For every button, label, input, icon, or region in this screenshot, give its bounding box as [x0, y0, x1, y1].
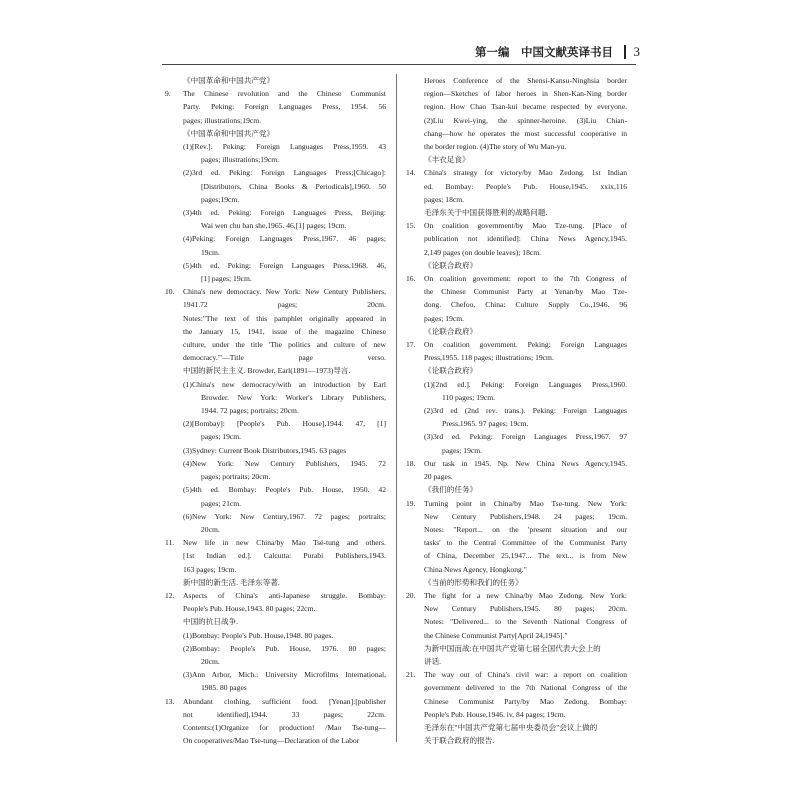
edition-index: (3) — [183, 208, 192, 218]
text-line: pages; illustrations;19cm. — [201, 155, 280, 165]
edition-index: (1) — [183, 379, 192, 389]
edition-entry — [165, 668, 386, 694]
text-line: 20cm. — [201, 656, 220, 666]
text-line: [Bombay]: [People's Pub. House],1944. 47, [1] — [192, 419, 386, 429]
edition-index: (2) — [183, 419, 192, 429]
bibliography-entry — [406, 272, 627, 338]
edition-index: (1) — [183, 142, 192, 152]
header-separator — [624, 45, 626, 59]
text-line: 19cm. — [201, 247, 220, 257]
edition-index: (1) — [424, 379, 433, 389]
edition-entry — [165, 642, 386, 668]
edition-index: (5) — [183, 485, 192, 495]
text-line: Chinese Communist Party/by Mao Zedong. Bombay: — [424, 696, 627, 706]
text-line: Heroes Conference of the Shensi-Kansu-Ninghsia border — [424, 76, 627, 85]
entry-number: 17. — [406, 340, 416, 350]
text-line: (2)Liu Kwei-ying, the spinner-heroine. (3)Liu Chian- — [424, 115, 627, 125]
bibliography-entry — [406, 338, 627, 378]
text-line: pages; 19cm. — [201, 432, 242, 442]
bibliography-entry — [165, 285, 386, 377]
text-line: 毛泽东在"中国共产党第七届中央委员会"会议上做的 — [424, 722, 598, 732]
edition-entry — [165, 166, 386, 206]
text-line: 1941.72 pages; 20cm. — [183, 300, 386, 310]
running-header — [475, 44, 640, 60]
text-line: 3rd ed. Peking: Foreign Languages Press;[Chicago]: — [192, 168, 386, 178]
text-line: 1944. 72 pages; portraits; 20cm. — [201, 406, 299, 416]
text-line: 163 pages; 19cm. — [183, 564, 237, 574]
entry-number: 13. — [165, 696, 175, 706]
text-line: 关于联合政府的报告. — [424, 736, 495, 746]
bibliography-entry — [406, 589, 627, 668]
text-line: 110 pages; 19cm. — [442, 392, 496, 402]
text-line: 《我们的任务》 — [424, 485, 478, 495]
edition-entry — [406, 430, 627, 456]
edition-index: (4) — [183, 234, 192, 244]
edition-entry — [165, 259, 386, 285]
entry-number: 20. — [406, 590, 416, 600]
text-line: 《中国革命和中国共产党》 — [183, 128, 275, 138]
edition-entry — [165, 629, 386, 642]
text-line: 4th ed. Peking: Foreign Languages Press, Beijing: — [192, 208, 386, 218]
text-line: 20cm. — [201, 524, 220, 534]
text-line: New York: New Century,1967. 72 pages; portraits; — [192, 511, 386, 521]
text-line: the Chinese Communist Party at Yenan/by Mao Tze- — [424, 287, 627, 297]
text-line: region. How Chao Tsan-kui became respected by everyone. — [424, 102, 627, 112]
text-line: publication not identified]: China News Agency,1945. — [424, 234, 627, 244]
edition-index: (5) — [183, 260, 192, 270]
text-line: 讲话. — [424, 656, 442, 666]
entry-number: 16. — [406, 274, 416, 284]
edition-entry — [165, 417, 386, 443]
bibliography-entry — [165, 536, 386, 589]
edition-entry — [406, 404, 627, 430]
edition-index: (6) — [183, 511, 192, 521]
column-divider — [396, 74, 397, 742]
page-number: 3 — [633, 44, 640, 59]
edition-index: (2) — [183, 168, 192, 178]
text-line: China News Agency, Hongkong." — [424, 564, 527, 574]
entry-number: 10. — [165, 287, 175, 297]
edition-entry — [165, 232, 386, 258]
text-line: Aspects of China's anti-Japanese struggle. Bombay: — [183, 590, 386, 600]
text-line: People's Pub. House,1946. iv, 84 pages; 19cm. — [424, 709, 566, 719]
text-line: [Distributors, China Books & Periodicals],1960. 50 — [201, 181, 386, 191]
text-line: People's Pub. House,1943. 80 pages; 22cm. — [183, 604, 316, 614]
edition-index: (3) — [424, 432, 433, 442]
text-line: pages; 19cm. — [442, 445, 483, 455]
edition-index: (1) — [183, 630, 192, 640]
text-line: 《论联合政府》 — [424, 326, 478, 336]
text-line: [Rev.]. Peking: Foreign Languages Press,1959. 43 — [192, 142, 386, 152]
text-line: [1] pages; 19cm. — [201, 274, 252, 284]
text-line: Sydney: Current Book Distributors,1945. 63 pages — [192, 445, 347, 455]
text-line: pages; portraits; 20cm. — [201, 472, 271, 482]
text-line: China's new democracy/with an introduction by Earl — [192, 379, 386, 389]
entry-number: 15. — [406, 221, 416, 231]
text-line: Our task in 1945. Np. New China News Agency,1945. — [424, 458, 627, 468]
text-line: not identified],1944. 33 pages; 22cm. — [183, 709, 386, 719]
header-rule — [162, 64, 636, 65]
text-line: New York: New Century Publishers, 1945. 72 — [192, 458, 386, 468]
text-line: 毛泽东关于中国获得胜利的战略问题. — [424, 208, 548, 218]
edition-index: (3) — [183, 670, 192, 680]
text-line: pages; 18cm. — [424, 194, 465, 204]
text-line: the January 15, 1941, issue of the magazine Chinese — [183, 326, 386, 336]
text-line: tasks' to the Central Committee of the Communist Party — [424, 538, 627, 548]
text-line: 4th ed. Bombay: People's Pub. House, 1950. 42 — [192, 485, 386, 495]
text-line: China's new democracy. New York: New Century Publishers, — [183, 287, 386, 297]
bibliography-entry — [165, 87, 386, 140]
edition-index: (4) — [183, 458, 192, 468]
bibliography-entry — [165, 589, 386, 629]
text-line: 《论联合政府》 — [424, 366, 478, 376]
text-line: Party. Peking: Foreign Languages Press, 1954. 56 — [183, 102, 386, 112]
text-line: China's strategy for victory/by Mao Zedong. 1st Indian — [424, 168, 627, 178]
text-line: 《丰衣足食》 — [424, 155, 470, 165]
text-line: 3rd ed (2nd rev. trans.). Peking: Foreign Languages — [433, 406, 627, 416]
text-line: government delivered to the 7th National Congress of the — [424, 683, 627, 693]
text-line: On coalition government: report to the 7th Congress of — [424, 274, 627, 284]
text-line: Peking: Foreign Languages Press,1967. 46 pages; — [192, 234, 386, 244]
bibliography-entry — [406, 497, 627, 589]
text-line: The Chinese revolution and the Chinese Communist — [183, 89, 386, 99]
text-line: Wai wen chu ban she,1965. 46,[1] pages; 19cm. — [201, 221, 347, 231]
text-line: On coalition government. Peking: Foreign Languages — [424, 340, 627, 350]
text-line: 2,149 pages (on double leaves); 18cm. — [424, 247, 542, 257]
text-line: [2nd ed.]. Peking: Foreign Languages Press,1960. — [433, 379, 627, 389]
text-line: 中国的新民主主义. Browder, Earl(1891—1973)导言. — [183, 366, 351, 376]
text-line: pages; illustrations;19cm. — [183, 115, 262, 125]
entry-number: 12. — [165, 590, 175, 600]
text-line: On coalition government/by Mao Tze-tung. [Place of — [424, 221, 627, 231]
right-column — [406, 74, 627, 747]
entry-number: 9. — [165, 89, 171, 99]
entry-number: 11. — [165, 538, 175, 548]
text-line: Notes:"The text of this pamphlet originally appeared in — [183, 313, 386, 323]
text-line: 《论联合政府》 — [424, 260, 478, 270]
text-line: Press,1955. 118 pages; illustrations; 19cm. — [424, 353, 554, 363]
bibliography-entry — [406, 219, 627, 272]
text-line: chang—how he operates the most successful cooperative in — [424, 128, 627, 138]
text-line: 《当前的形势和我们的任务》 — [424, 577, 523, 587]
text-line: Abundant clothing, sufficient food. [Yenan]:[publisher — [183, 696, 386, 706]
text-line: dong. Chefoo, China: Culture Supply Co.,1946. 96 — [424, 300, 627, 310]
text-line: 20 pages. — [424, 472, 453, 482]
text-line: [1st Indian ed.]. Calcutta: Purabi Publishers,1943. — [183, 551, 386, 561]
text-line: Browder. New York: Worker's Library Publishers, — [201, 392, 386, 402]
bibliography-entry — [406, 668, 627, 747]
edition-entry — [165, 510, 386, 536]
text-line: the Chinese Communist Party[April 24,1945]." — [424, 630, 568, 640]
edition-entry — [165, 206, 386, 232]
text-line: the border region. (4)The story of Wu Man-yu. — [424, 142, 567, 152]
text-line: pages; 21cm. — [201, 498, 242, 508]
edition-entry — [165, 140, 386, 166]
text-line: New Century Publishers,1945. 80 pages; 20cm. — [424, 604, 627, 614]
text-line: New Century Publishers,1948. 24 pages; 19cm. — [424, 511, 627, 521]
continuation-text — [406, 74, 627, 166]
text-line: New life in new China/by Mao Tsé-tung and others. — [183, 538, 386, 548]
edition-index: (2) — [183, 643, 192, 653]
bibliography-entry — [165, 695, 386, 748]
edition-entry — [406, 378, 627, 404]
edition-entry — [165, 483, 386, 509]
edition-entry — [165, 378, 386, 418]
text-line: On cooperatives/Mao Tse-tung—Declaration of the Labor — [183, 736, 360, 746]
entry-number: 14. — [406, 168, 416, 178]
text-line: Contents:(1)Organize for production! /Mao Tse-tung— — [183, 722, 386, 732]
text-line: 3rd ed. Peking: Foreign Languages Press,1967. 97 — [433, 432, 627, 442]
text-line: Notes: "Delivered... to the Seventh National Congress of — [424, 617, 627, 627]
text-line: culture, under the title 'The politics and culture of new — [183, 340, 386, 350]
text-line: Bombay: People's Pub. House,1948. 80 pages. — [192, 630, 334, 640]
entry-number: 19. — [406, 498, 416, 508]
text-line: of China, December 25,1947... The text... is from New — [424, 551, 627, 561]
continuation-text — [165, 74, 386, 87]
text-line: Ann Arbor, Mich.: University Microfilms International, — [192, 670, 386, 680]
text-line: Press,1965. 97 pages; 19cm. — [442, 419, 529, 429]
text-line: pages; 19cm. — [424, 313, 465, 323]
text-line: Turning point in China/by Mao Tse-tung. New York: — [424, 498, 627, 508]
text-line: pages;19cm. — [201, 194, 240, 204]
text-line: 4th ed. Peking: Foreign Languages Press,1968. 46, — [192, 260, 386, 270]
text-line: ed. Bombay: People's Pub. House,1945. xxix,116 — [424, 181, 627, 191]
text-line: 《中国革命和中国共产党》 — [183, 76, 275, 85]
bibliography-entry — [406, 457, 627, 497]
bibliography-entry — [406, 166, 627, 219]
text-line: Bombay: People's Pub. House, 1976. 80 pages; — [192, 643, 386, 653]
text-line: 1985. 80 pages — [201, 683, 247, 693]
edition-index: (3) — [183, 445, 192, 455]
entry-number: 21. — [406, 670, 416, 680]
edition-entry — [165, 444, 386, 457]
text-line: Notes: "Report... on the 'present situation and our — [424, 524, 627, 534]
text-line: 新中国的新生活. 毛泽东等著. — [183, 577, 280, 587]
entry-number: 18. — [406, 458, 416, 468]
chapter-title: 第一编 中国文献英译书目 — [475, 45, 613, 59]
text-line: democracy.'"—Title page verso. — [183, 353, 386, 363]
text-line: region—Sketches of labor heroes in Shen-Kan-Ning border — [424, 89, 627, 99]
text-line: 中国的抗日战争. — [183, 617, 239, 627]
text-line: The way out of China's civil war: a report on coalition — [424, 670, 627, 680]
edition-entry — [165, 457, 386, 483]
text-line: 为新中国而战:在中国共产党第七届全国代表大会上的 — [424, 643, 601, 653]
text-line: The fight for a new China/by Mao Zedong. New York: — [424, 590, 627, 600]
left-column — [165, 74, 386, 747]
edition-index: (2) — [424, 406, 433, 416]
